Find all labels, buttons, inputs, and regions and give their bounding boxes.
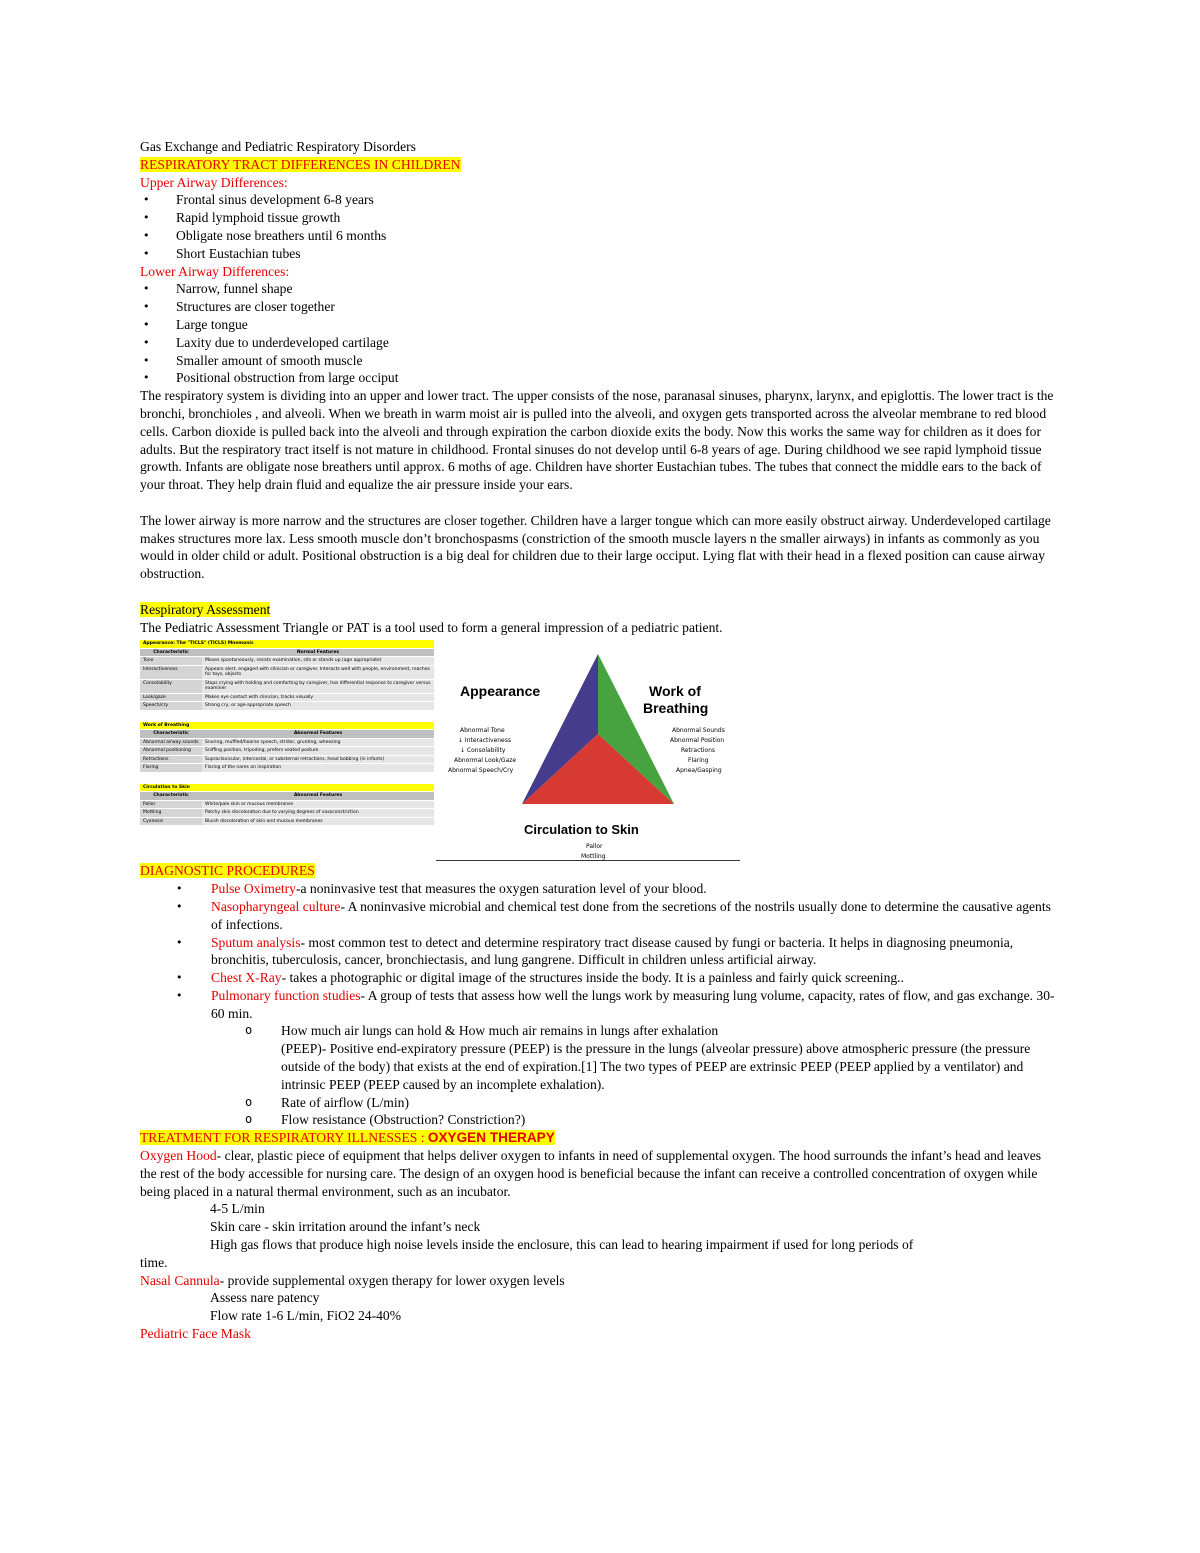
treatment-heading-bold: OXYGEN THERAPY	[427, 1130, 555, 1146]
wob-item: Abnormal Position	[670, 737, 725, 745]
table-row	[140, 679, 434, 693]
table-header: Characteristic	[140, 792, 202, 801]
table-cell: Flaring of the nares on inspiration	[202, 764, 434, 773]
work-of-breathing-table	[140, 722, 434, 773]
list-item: • Short Eustachian tubes	[140, 245, 1060, 263]
appearance-item: ↓ Interactiveness	[458, 737, 512, 745]
table-row	[140, 817, 434, 826]
table-cell: Moves spontaneously, resists examination, sits or stands up (age appropriate)	[202, 657, 434, 666]
document-title: Gas Exchange and Pediatric Respiratory Disorders	[140, 139, 416, 154]
procedure-text: - takes a photographic or digital image of the structures inside the body. It is a painless and fairly quick screening..	[281, 970, 904, 986]
nasal-cannula-text: - provide supplemental oxygen therapy for lower oxygen levels	[219, 1272, 565, 1288]
lower-airway-list	[140, 280, 1060, 387]
circulation-item: Pallor	[586, 843, 603, 851]
assessment-heading: Respiratory Assessment	[140, 601, 271, 617]
treatment-heading-text: TREATMENT FOR RESPIRATORY ILLNESSES :	[140, 1130, 428, 1146]
table-row	[140, 747, 434, 756]
list-item: • Positional obstruction from large occiput	[140, 369, 1060, 387]
list-item: • Narrow, funnel shape	[140, 280, 1060, 298]
appearance-label: Appearance	[460, 683, 541, 700]
table-cell: Patchy skin discoloration due to varying degrees of vasoconstriction	[202, 809, 434, 818]
table-row	[140, 665, 434, 679]
table-cell: Abnormal airway sounds	[140, 738, 202, 747]
procedure-term: Sputum analysis	[211, 934, 301, 950]
list-item: o Flow resistance (Obstruction? Constriction?)	[140, 1111, 1060, 1129]
procedure-text: - A group of tests that assess how well the lungs work by measuring lung volume, capacity, rates of flow, and gas exchange. 30-60 min.	[211, 987, 1055, 1021]
assessment-heading-line	[140, 601, 1060, 619]
table-cell: Retractions	[140, 755, 202, 764]
list-item	[140, 987, 1060, 1023]
appearance-item: Abnormal Speech/Cry	[448, 767, 514, 775]
hood-line: High gas flows that produce high noise levels inside the enclosure, this can lead to hearing impairment if used for long periods of	[210, 1237, 914, 1253]
oxygen-hood-paragraph	[140, 1147, 1060, 1200]
paragraph-lower-airway: The lower airway is more narrow and the structures are closer together. Children have a larger tongue which can more easily obstruct airway. Underdeveloped cartilage makes structures more lax. Less smooth muscle don’t bronchospasms (constriction of the smooth muscle layers n the smaller airways) in infants as commonly as you would in older child or adult. Positional obstruction is a big deal for children due to their large occiput. Lying flat with their head in a flexed position can cause airway obstruction.	[140, 512, 1051, 582]
pft-sublist	[140, 1022, 1060, 1040]
pat-diagram	[436, 642, 740, 860]
appearance-item: ↓ Consolability	[460, 747, 506, 755]
wob-label-line1: Work of	[649, 683, 701, 700]
table-cell: Interactiveness	[140, 665, 202, 679]
table-cell: Consolability	[140, 679, 202, 693]
nasal-cannula-term: Nasal Cannula	[140, 1272, 220, 1288]
section-heading-respiratory-differences	[140, 156, 1060, 174]
upper-airway-heading: Upper Airway Differences:	[140, 174, 288, 190]
procedure-term: Pulmonary function studies	[211, 987, 361, 1003]
list-item: o How much air lungs can hold & How much air remains in lungs after exhalation	[140, 1022, 1060, 1040]
table-title: Appearance: The "TICLS" (TICLS) Mnemonic	[140, 640, 434, 648]
oxygen-hood-text: - clear, plastic piece of equipment that helps deliver oxygen to infants in need of supplemental oxygen. The hood surrounds the infant’s head and leaves the rest of the body accessible for nursing care. The design of an oxygen hood is beneficial because the infant can receive a controlled concentration of oxygen while being placed in a natural thermal environment, such as an incubator.	[140, 1148, 1042, 1199]
procedure-term: Pulse Oximetry	[211, 881, 296, 897]
table-cell: Look/gaze	[140, 693, 202, 702]
table-row	[140, 800, 434, 809]
list-item: o Rate of airflow (L/min)	[140, 1094, 1060, 1112]
document-page	[140, 138, 1060, 1343]
table-cell: Cyanosis	[140, 817, 202, 826]
wob-label-line2: Breathing	[643, 700, 709, 717]
list-item	[140, 880, 1060, 898]
upper-airway-list	[140, 191, 1060, 262]
list-item: • Obligate nose breathers until 6 months	[140, 227, 1060, 245]
table-cell: White/pale skin or mucous membranes	[202, 800, 434, 809]
list-item	[140, 898, 1060, 934]
list-item: • Structures are closer together	[140, 298, 1060, 316]
wob-item: Flaring	[688, 757, 709, 765]
table-header: Characteristic	[140, 648, 202, 657]
table-cell: Stops crying with holding and comforting by caregiver, has differential response to caregiver versus examiner	[202, 679, 434, 693]
pft-sublist-2	[140, 1094, 1060, 1130]
diagnostic-list	[140, 880, 1060, 1022]
list-item: • Rapid lymphoid tissue growth	[140, 209, 1060, 227]
diagnostic-heading-line	[140, 862, 1060, 880]
table-cell: Flaring	[140, 764, 202, 773]
face-mask-heading: Pediatric Face Mask	[140, 1326, 251, 1342]
table-cell: Mottling	[140, 809, 202, 818]
diagnostic-heading: DIAGNOSTIC PROCEDURES	[140, 863, 315, 879]
hood-line: Skin care - skin irritation around the infant’s neck	[210, 1219, 481, 1235]
list-item	[140, 934, 1060, 970]
procedure-text: -a noninvasive test that measures the oxygen saturation level of your blood.	[295, 881, 707, 897]
table-cell: Appears alert, engaged with clinician or caregiver. Interacts well with people, environment, reaches for toys, objects	[202, 665, 434, 679]
treatment-heading	[140, 1130, 555, 1145]
assessment-figures	[140, 640, 1060, 862]
appearance-table	[140, 640, 434, 711]
wob-item: Apnea/Gasping	[676, 767, 722, 775]
table-row	[140, 657, 434, 666]
table-row	[140, 755, 434, 764]
list-item: • Frontal sinus development 6-8 years	[140, 191, 1060, 209]
procedure-text: - A noninvasive microbial and chemical test done from the secretions of the nostrils usually done to determine the causative agents of infections.	[211, 898, 1051, 932]
wob-item: Abnormal Sounds	[672, 727, 725, 735]
table-title: Work of Breathing	[140, 722, 434, 730]
table-header: Normal Features	[202, 648, 434, 657]
peep-text: (PEEP)- Positive end-expiratory pressure (PEEP) is the pressure in the lungs (alveolar pressure) above atmospheric pressure (the pressure outside of the body) that exists at the end of expiration.[1] The two types of PEEP are extrinsic PEEP (PEEP applied by a ventilator) and intrinsic PEEP (PEEP caused by an incomplete exhalation).	[281, 1041, 1031, 1092]
assessment-intro: The Pediatric Assessment Triangle or PAT is a tool used to form a general impression of a pediatric patient.	[140, 619, 723, 635]
table-cell: Abnormal positioning	[140, 747, 202, 756]
table-title: Circulation to Skin	[140, 784, 434, 792]
table-header: Characteristic	[140, 730, 202, 739]
table-cell: Snoring, muffled/hoarse speech, stridor, grunting, wheezing	[202, 738, 434, 747]
table-cell: Pallor	[140, 800, 202, 809]
table-cell: Speech/cry	[140, 702, 202, 711]
hood-line-end: time.	[140, 1254, 168, 1270]
nasal-line: Flow rate 1-6 L/min, FiO2 24-40%	[210, 1308, 402, 1324]
list-item: • Large tongue	[140, 316, 1060, 334]
pediatric-assessment-triangle	[436, 642, 740, 861]
table-cell: Makes eye contact with clinician, tracks visually	[202, 693, 434, 702]
wob-item: Retractions	[681, 747, 716, 755]
circulation-label: Circulation to Skin	[524, 822, 639, 838]
hood-line: 4-5 L/min	[210, 1201, 265, 1217]
table-header: Abnormal Features	[202, 792, 434, 801]
table-cell: Bluish discoloration of skin and mucous membranes	[202, 817, 434, 826]
list-item: • Smaller amount of smooth muscle	[140, 352, 1060, 370]
procedure-text: - most common test to detect and determine respiratory tract disease caused by fungi or bacteria. It helps in diagnosing pneumonia, bronchitis, tuberculosis, cancer, bronchiectasis, and lung gangrene. Difficult in children unless artificial airway.	[211, 934, 1014, 968]
table-cell: Strong cry, or age-appropriate speech	[202, 702, 434, 711]
list-item	[140, 969, 1060, 987]
appearance-item: Abnormal Tone	[460, 727, 505, 735]
appearance-item: Abnormal Look/Gaze	[454, 757, 517, 765]
table-cell: Tone	[140, 657, 202, 666]
table-row	[140, 693, 434, 702]
table-header: Abnormal Features	[202, 730, 434, 739]
table-cell: Sniffing position, tripoding, prefers seated posture	[202, 747, 434, 756]
list-item: • Laxity due to underdeveloped cartilage	[140, 334, 1060, 352]
table-row	[140, 738, 434, 747]
table-row	[140, 764, 434, 773]
table-row	[140, 809, 434, 818]
table-row	[140, 702, 434, 711]
oxygen-hood-term: Oxygen Hood	[140, 1148, 217, 1164]
nasal-cannula-paragraph	[140, 1272, 1060, 1290]
procedure-term: Nasopharyngeal culture	[211, 898, 341, 914]
lower-airway-heading: Lower Airway Differences:	[140, 263, 290, 279]
circulation-table	[140, 784, 434, 827]
paragraph-upper-tract: The respiratory system is dividing into an upper and lower tract. The upper consists of the nose, paranasal sinuses, pharynx, larynx, and epiglottis. The lower tract is the bronchi, bronchioles , and alveoli. When we breath in warm moist air is pulled into the alveoli, and oxygen gets transported across the alveolar membrane to red blood cells. Carbon dioxide is pulled back into the alveoli and through expiration the carbon dioxide exits the body. Now this works the same way for children as it does for adults. But the respiratory tract itself is not mature in childhood. Frontal sinuses do not develop until 6-8 years of age. During childhood we see rapid lymphoid tissue growth. Infants are obligate nose breathers until approx. 6 moths of age. Children have shorter Eustachian tubes. The tubes that connect the middle ears to the back of your throat. They help drain fluid and equalize the air pressure inside your ears.	[140, 388, 1054, 493]
section-heading-text: RESPIRATORY TRACT DIFFERENCES IN CHILDREN	[140, 156, 461, 172]
treatment-heading-line	[140, 1129, 1060, 1147]
procedure-term: Chest X-Ray	[211, 970, 282, 986]
nasal-line: Assess nare patency	[210, 1290, 320, 1306]
table-cell: Supraclavicular, intercostal, or substernal retractions, head bobbing (in infants)	[202, 755, 434, 764]
pat-tables	[140, 640, 434, 862]
circulation-item: Mottling	[581, 853, 606, 861]
